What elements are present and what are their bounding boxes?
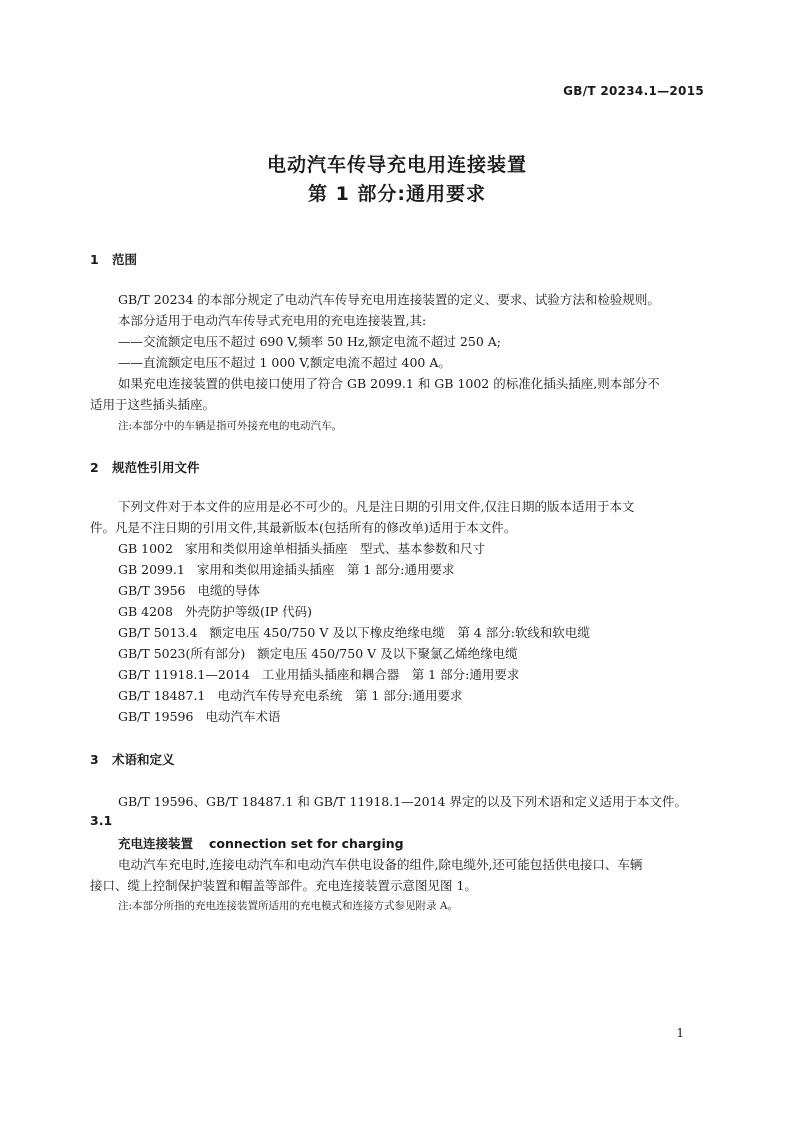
- reference-item: [118, 539, 485, 557]
- section-number: 1: [90, 252, 99, 267]
- reference-item: [118, 623, 590, 641]
- reference-title: 额定电压 450/750 V 及以下聚氯乙烯绝缘电缆: [257, 646, 518, 661]
- section-title: 规范性引用文件: [112, 460, 200, 475]
- reference-code: GB 2099.1: [118, 562, 185, 577]
- definition-continuation: 接口、缆上控制保护装置和帽盖等部件。充电连接装置示意图见图 1。: [90, 878, 477, 893]
- list-item: ——直流额定电压不超过 1 000 V,额定电流不超过 400 A。: [118, 355, 451, 370]
- reference-item: [118, 602, 312, 620]
- paragraph-continuation: 适用于这些插头插座。: [90, 397, 216, 412]
- paragraph-continuation: 件。凡是不注日期的引用文件,其最新版本(包括所有的修改单)适用于本文件。: [90, 520, 517, 535]
- section-title: 范围: [112, 252, 138, 267]
- term-entry: [118, 834, 404, 852]
- term-english: connection set for charging: [209, 836, 404, 851]
- reference-title: 电动汽车术语: [205, 709, 281, 724]
- reference-code: GB/T 5013.4: [118, 625, 198, 640]
- reference-item: [118, 560, 455, 578]
- reference-item: [118, 707, 280, 725]
- reference-title: 电缆的导体: [197, 583, 261, 598]
- paragraph: 如果充电连接装置的供电接口使用了符合 GB 2099.1 和 GB 1002 的标准化插头插座,则本部分不: [118, 376, 660, 391]
- reference-code: GB/T 18487.1: [118, 688, 206, 703]
- reference-code: GB 4208: [118, 604, 173, 619]
- term-number: 3.1: [90, 813, 113, 828]
- reference-item: [118, 644, 518, 662]
- document-code: GB/T 20234.1—2015: [563, 84, 704, 98]
- section-heading-normative-references: [90, 458, 200, 476]
- reference-item: [118, 665, 519, 683]
- reference-title: 工业用插头插座和耦合器 第 1 部分:通用要求: [261, 667, 520, 682]
- list-item: ——交流额定电压不超过 690 V,频率 50 Hz,额定电流不超过 250 A;: [118, 334, 501, 349]
- paragraph: GB/T 19596、GB/T 18487.1 和 GB/T 11918.1—2014 界定的以及下列术语和定义适用于本文件。: [118, 794, 687, 809]
- reference-code: GB 1002: [118, 541, 173, 556]
- document-subtitle: 第 1 部分:通用要求: [307, 183, 487, 205]
- reference-code: GB/T 19596: [118, 709, 194, 724]
- reference-item: [118, 686, 463, 704]
- reference-title: 电动汽车传导充电系统 第 1 部分:通用要求: [217, 688, 463, 703]
- reference-title: 额定电压 450/750 V 及以下橡皮绝缘电缆 第 4 部分:软线和软电缆: [209, 625, 590, 640]
- reference-code: GB/T 11918.1—2014: [118, 667, 250, 682]
- reference-title: 外壳防护等级(IP 代码): [184, 604, 313, 619]
- section-heading-terms-definitions: [90, 750, 175, 768]
- paragraph: 下列文件对于本文件的应用是必不可少的。凡是注日期的引用文件,仅注日期的版本适用于本文: [118, 499, 635, 514]
- term-chinese: 充电连接装置: [118, 836, 194, 851]
- section-number: 2: [90, 460, 99, 475]
- page-number: 1: [676, 1026, 684, 1040]
- reference-code: GB/T 5023(所有部分): [118, 646, 246, 661]
- reference-title: 家用和类似用途单相插头插座 型式、基本参数和尺寸: [184, 541, 485, 556]
- section-heading-scope: [90, 250, 137, 268]
- paragraph: GB/T 20234 的本部分规定了电动汽车传导充电用连接装置的定义、要求、试验方法和检验规则。: [118, 292, 660, 307]
- paragraph: 本部分适用于电动汽车传导式充电用的充电连接装置,其:: [118, 313, 427, 328]
- note: 注:本部分中的车辆是指可外接充电的电动汽车。: [118, 420, 343, 432]
- section-title: 术语和定义: [112, 752, 175, 767]
- document-title: 电动汽车传导充电用连接装置: [266, 154, 527, 176]
- reference-code: GB/T 3956: [118, 583, 186, 598]
- section-number: 3: [90, 752, 99, 767]
- definition: 电动汽车充电时,连接电动汽车和电动汽车供电设备的组件,除电缆外,还可能包括供电接口、车辆: [118, 857, 643, 872]
- reference-title: 家用和类似用途插头插座 第 1 部分:通用要求: [196, 562, 455, 577]
- reference-item: [118, 581, 260, 599]
- note: 注:本部分所指的充电连接装置所适用的充电模式和连接方式参见附录 A。: [118, 900, 458, 912]
